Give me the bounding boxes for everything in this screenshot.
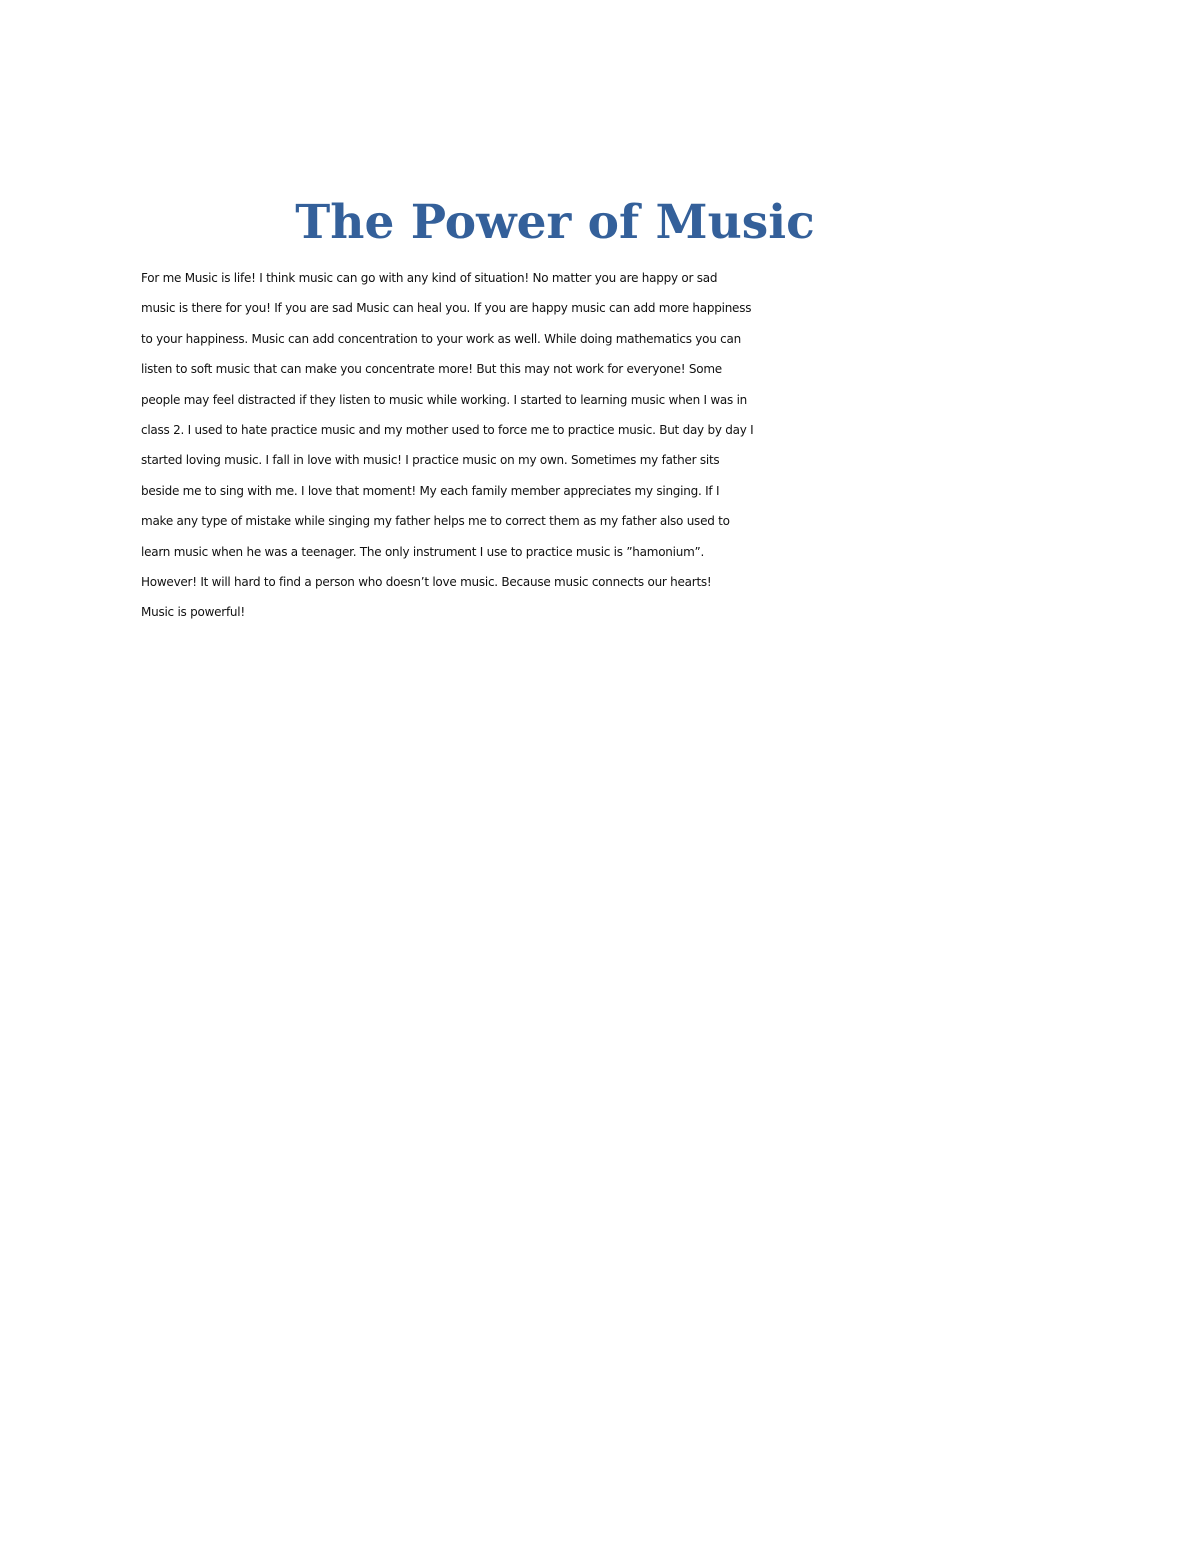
- paragraph-line: music is there for you! If you are sad Music can heal you. If you are happy music can add more happiness: [141, 301, 752, 316]
- body-paragraph: [141, 263, 1076, 628]
- paragraph-line: class 2. I used to hate practice music and my mother used to force me to practice music. But day by day I: [141, 423, 754, 438]
- paragraph-line: to your happiness. Music can add concentration to your work as well. While doing mathematics you can: [141, 331, 741, 346]
- paragraph-line: make any type of mistake while singing my father helps me to correct them as my father also used to: [141, 514, 730, 529]
- paragraph-line: people may feel distracted if they listen to music while working. I started to learning music when I was in: [141, 392, 748, 407]
- document-title: The Power of Music: [295, 195, 815, 250]
- paragraph-line: started loving music. I fall in love with music! I practice music on my own. Sometimes my father sits: [141, 453, 720, 468]
- paragraph-line: listen to soft music that can make you concentrate more! But this may not work for everyone! Some: [141, 362, 722, 377]
- paragraph-line: learn music when he was a teenager. The only instrument I use to practice music is ”hamonium”.: [141, 544, 705, 559]
- paragraph-line: For me Music is life! I think music can go with any kind of situation! No matter you are happy or sad: [141, 271, 718, 285]
- paragraph-line: However! It will hard to find a person who doesn’t love music. Because music connects our hearts!: [141, 575, 712, 590]
- paragraph-line: beside me to sing with me. I love that moment! My each family member appreciates my singing. If I: [141, 483, 720, 498]
- paragraph-line: Music is powerful!: [141, 605, 245, 620]
